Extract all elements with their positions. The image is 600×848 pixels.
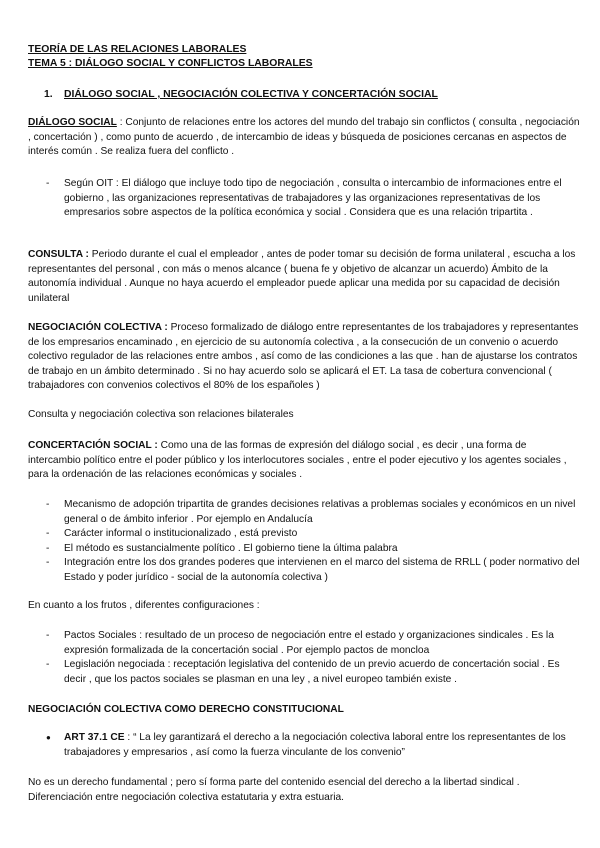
paragraph-bilateral-note: Consulta y negociación colectiva son relaciones bilaterales — [28, 409, 294, 420]
list-item: - Legislación negociada : receptación legislativa del contenido de un previo acuerdo de concertación social . Es decir , que los pactos sociales se plasman en una ley , a nivel europeo también existe . — [28, 658, 580, 687]
list-concertacion-features — [28, 498, 580, 586]
paragraph-concertacion-social — [28, 439, 580, 483]
paragraph-consulta — [28, 248, 580, 306]
list-item: - Mecanismo de adopción tripartita de grandes decisiones relativas a problemas sociales y económicos en un nivel general o de ámbito inferior . Por ejemplo en Andalucía — [28, 498, 580, 527]
term-consulta: CONSULTA : — [28, 249, 89, 260]
document-topic: TEMA 5 : DIÁLOGO SOCIAL Y CONFLICTOS LABORALES — [28, 58, 313, 69]
term-negociacion-colectiva: NEGOCIACIÓN COLECTIVA : — [28, 322, 168, 333]
paragraph-dialogo-social — [28, 116, 580, 160]
paragraph-closing: No es un derecho fundamental ; pero sí forma parte del contenido esencial del derecho a la libertad sindical . Diferenciación entre negociación colectiva estatutaria y extra estuaria. — [28, 777, 520, 803]
definition-concertacion-social: Como una de las formas de expresión del diálogo social , es decir , una forma de intercambio político entre el poder público y los interlocutores sociales , entre el poder ejecutivo y los agentes sociales , para la ordenación de las relaciones económicas y sociales . — [28, 440, 567, 481]
section-title: DIÁLOGO SOCIAL , NEGOCIACIÓN COLECTIVA Y CONCERTACIÓN SOCIAL — [64, 89, 438, 100]
list-item: - Integración entre los dos grandes poderes que intervienen en el marco del sistema de RRLL ( poder normativo del Estado y poder jurídico - social de la autonomía colectiva ) — [28, 556, 580, 585]
heading-derecho-constitucional: NEGOCIACIÓN COLECTIVA COMO DERECHO CONSTITUCIONAL — [28, 704, 344, 715]
paragraph-frutos-intro: En cuanto a los frutos , diferentes configuraciones : — [28, 600, 260, 611]
list-frutos — [28, 629, 580, 687]
section-heading-1 — [44, 88, 438, 103]
list-item: - Pactos Sociales : resultado de un proceso de negociación entre el estado y organizaciones sindicales . Es la expresión formalizada de la concertación social . Por ejemplo pactos de moncloa — [28, 629, 580, 658]
article-quote: : “ La ley garantizará el derecho a la negociación colectiva laboral entre los representantes de los trabajadores y empresarios , así como la fuerza vinculante de los convenio” — [64, 732, 566, 758]
list-item: - El método es sustancialmente político . El gobierno tiene la última palabra — [28, 542, 580, 557]
list-item — [28, 731, 580, 760]
section-number: 1. — [44, 89, 53, 100]
paragraph-negociacion-colectiva — [28, 321, 580, 394]
list-item: - Carácter informal o institucionalizado , está previsto — [28, 527, 580, 542]
term-dialogo-social: DIÁLOGO SOCIAL — [28, 117, 117, 128]
term-concertacion-social: CONCERTACIÓN SOCIAL : — [28, 440, 158, 451]
list-oit — [28, 177, 580, 221]
article-reference: ART 37.1 CE — [64, 732, 125, 743]
document-subject: TEORÍA DE LAS RELACIONES LABORALES — [28, 44, 247, 55]
list-article — [28, 731, 580, 760]
list-item: - Según OIT : El diálogo que incluye todo tipo de negociación , consulta o intercambio de informaciones entre el gobierno , las organizaciones representativas de trabajadores y las organizaciones representativas de los empresarios sobre aspectos de la política económica y social . Considera que es una relación tripartita . — [28, 177, 580, 221]
definition-negociacion-colectiva: Proceso formalizado de diálogo entre representantes de los trabajadores y representantes de los empresarios encaminado , en ejercicio de su autonomía colectiva , a la consecución de un convenio o acuerdo colectivo regulador de las relaciones entre ambos , así como de las condiciones a las que . han de ajustarse los contratos de trabajo en un ámbito determinado . Si no hay acuerdo solo se aplicará el ET. La tasa de cobertura convencional ( trabajadores con convenios colectivos el 80% de los españoles ) — [28, 322, 579, 392]
definition-dialogo-social: : Conjunto de relaciones entre los actores del mundo del trabajo sin conflictos ( consulta , negociación , concertación ) , como punto de acuerdo , de intercambio de ideas y búsqueda de posiciones cercanas en aspectos de interés común . Se realiza fuera del conflicto . — [28, 117, 580, 158]
definition-consulta: Periodo durante el cual el empleador , antes de poder tomar su decisión de forma unilateral , escucha a los representantes del personal , con más o menos alcance ( buena fe y objetivo de alcanzar un acuerdo) Ámbito de la autonomía individual . Aunque no haya acuerdo el empleador puede aplicar una medida por su capacidad de decisión unilateral — [28, 249, 576, 304]
